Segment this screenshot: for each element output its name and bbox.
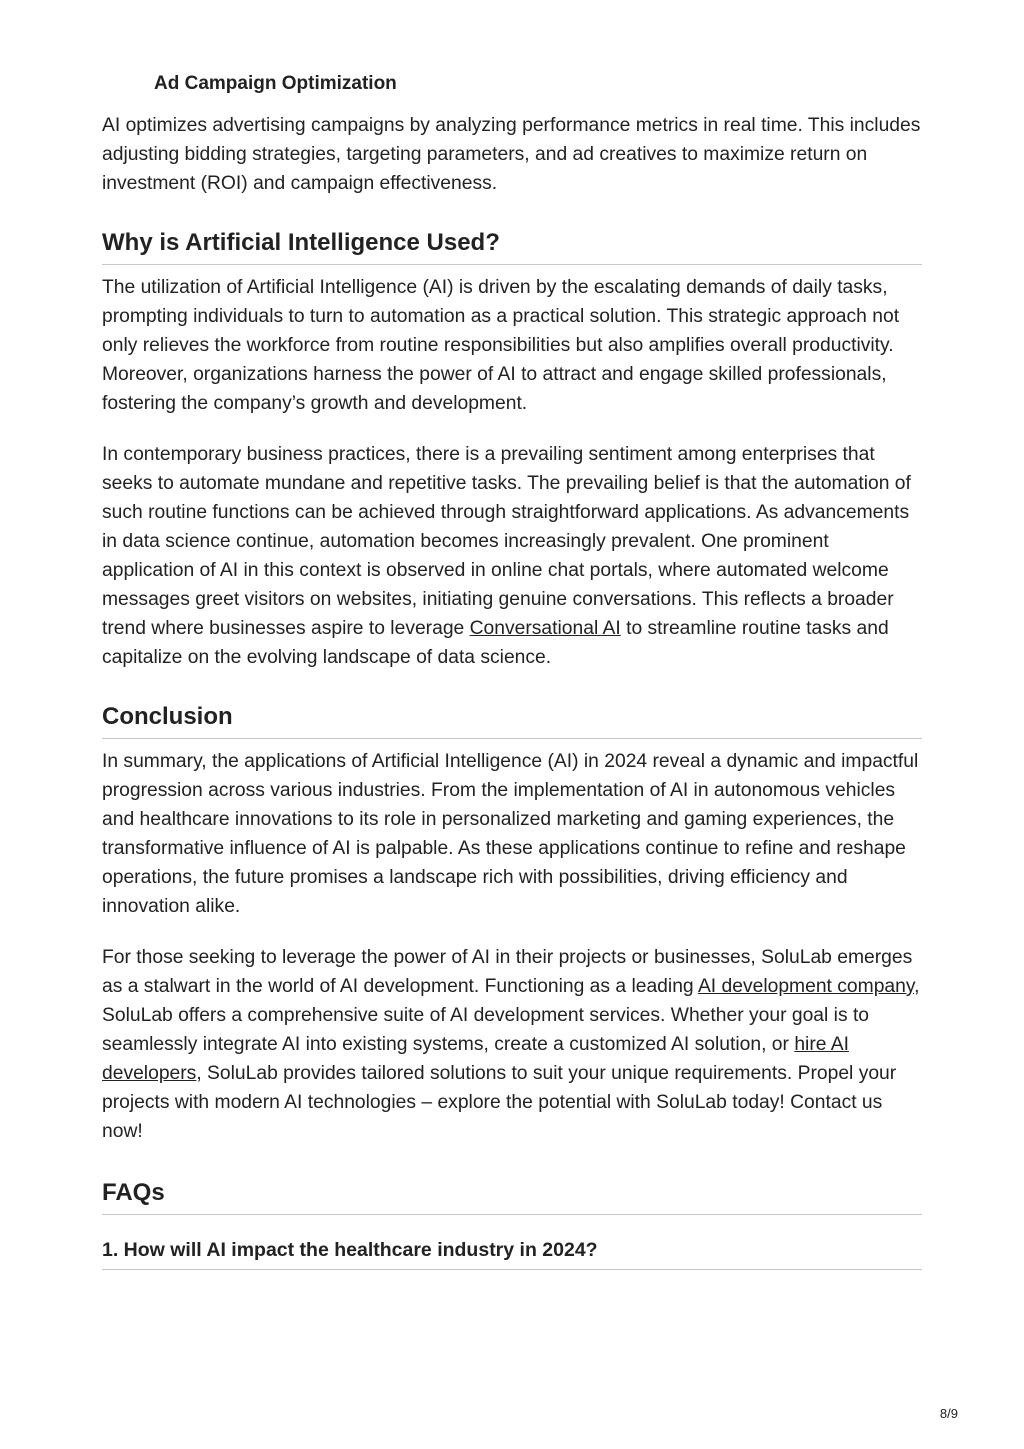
conclusion-heading: Conclusion <box>102 702 922 739</box>
paragraph-text: For those seeking to leverage the power of AI in their projects or businesses, SoluLab emerges as a stalwart in the world of AI development. Functioning as a leading <box>102 947 913 997</box>
paragraph-text: to streamline routine tasks and capitalize on the evolving landscape of data science. <box>102 618 889 668</box>
conversational-ai-link[interactable]: Conversational AI <box>469 618 621 639</box>
why-ai-used-heading: Why is Artificial Intelligence Used? <box>102 228 922 265</box>
why-ai-used-paragraph-1: The utilization of Artificial Intelligence (AI) is driven by the escalating demands of daily tasks, prompting individuals to turn to automation as a practical solution. This strategic approach not only relieves the workforce from routine responsibilities but also amplifies overall productivity. Moreover, organizations harness the power of AI to attract and engage skilled professionals, fostering the company’s growth and development. <box>102 277 900 414</box>
document-content <box>102 72 922 1270</box>
ai-development-company-link[interactable]: AI development company <box>697 976 915 997</box>
page-number: 8/9 <box>939 1406 958 1421</box>
paragraph-text: In contemporary business practices, there is a prevailing sentiment among enterprises that seeks to automate mundane and repetitive tasks. The prevailing belief is that the automation of such routine functions can be achieved through straightforward applications. As advancements in data science continue, automation becomes increasingly prevalent. One prominent application of AI in this context is observed in online chat portals, where automated welcome messages greet visitors on websites, initiating genuine conversations. This reflects a broader trend where businesses aspire to leverage <box>102 444 911 639</box>
conclusion-paragraph-1: In summary, the applications of Artificial Intelligence (AI) in 2024 reveal a dynamic and impactful progression across various industries. From the implementation of AI in autonomous vehicles and healthcare innovations to its role in personalized marketing and gaming experiences, the transformative influence of AI is palpable. As these applications continue to refine and reshape operations, the future promises a landscape rich with possibilities, driving efficiency and innovation alike. <box>102 751 919 917</box>
ad-campaign-paragraph: AI optimizes advertising campaigns by analyzing performance metrics in real time. This includes adjusting bidding strategies, targeting parameters, and ad creatives to maximize return on investment (ROI) and campaign effectiveness. <box>102 115 921 194</box>
conclusion-paragraph-2 <box>102 943 922 1146</box>
faq-question-1[interactable]: 1. How will AI impact the healthcare industry in 2024? <box>102 1237 922 1270</box>
why-ai-used-paragraph-2 <box>102 440 922 672</box>
paragraph-text: , SoluLab provides tailored solutions to suit your unique requirements. Propel your projects with modern AI technologies – explore the potential with SoluLab today! Contact us now! <box>102 1063 897 1142</box>
faqs-heading: FAQs <box>102 1178 922 1215</box>
paragraph-text: , SoluLab offers a comprehensive suite of AI development services. Whether your goal is to seamlessly integrate AI into existing systems, create a customized AI solution, or <box>102 976 920 1055</box>
hire-ai-developers-link[interactable]: hire AI developers <box>102 1034 849 1084</box>
ad-campaign-title: Ad Campaign Optimization <box>154 73 397 94</box>
